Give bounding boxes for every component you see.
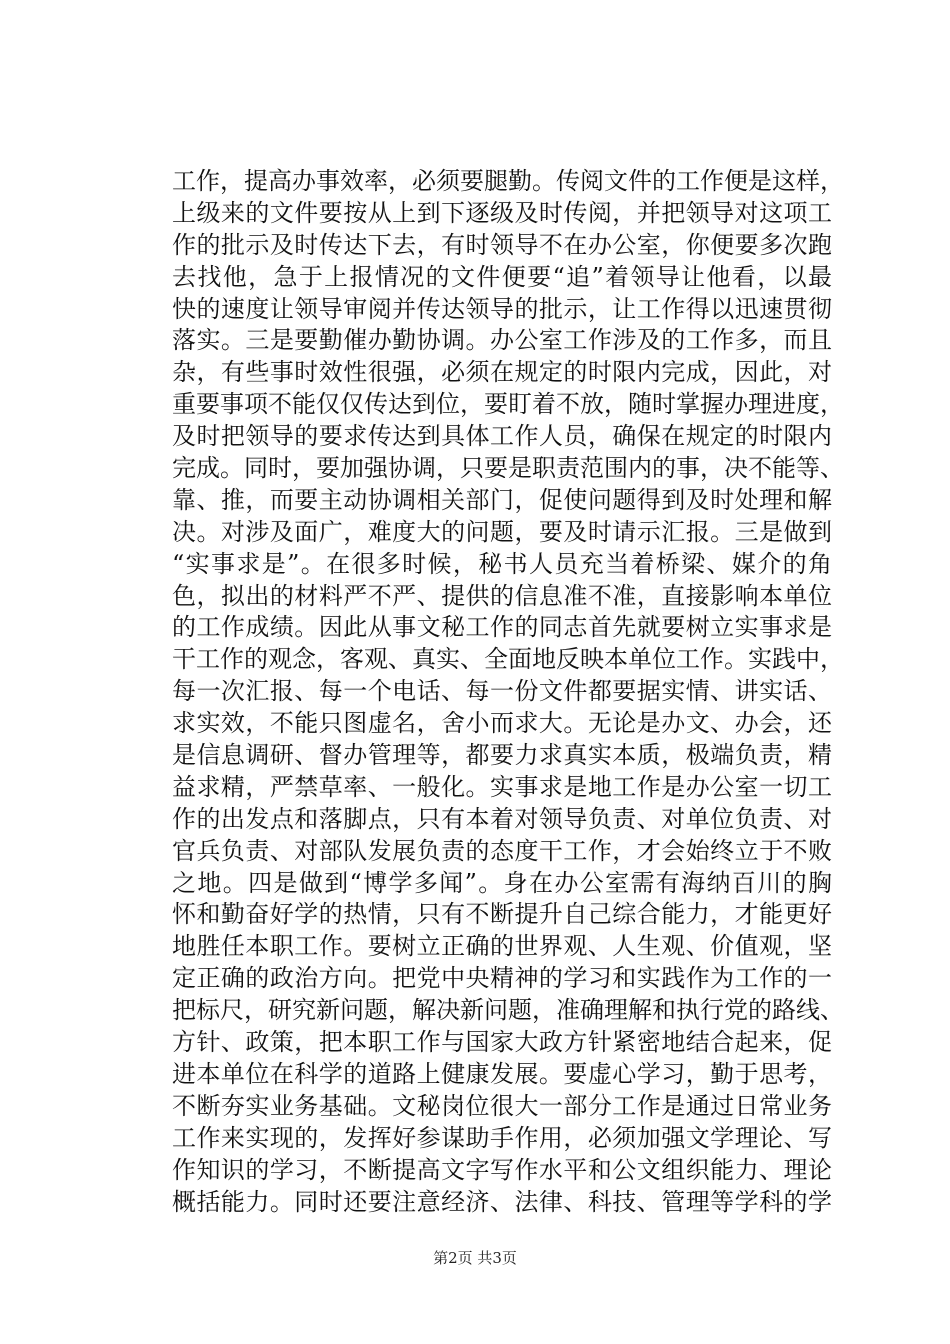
text-line: 工作来实现的，发挥好参谋助手作用，必须加强文学理论、写 <box>172 1123 832 1152</box>
text-line: 益求精，严禁草率、一般化。实事求是地工作是办公室一切工 <box>172 772 832 801</box>
text-line: 上级来的文件要按从上到下逐级及时传阅，并把领导对这项工 <box>172 198 832 227</box>
text-line: 干工作的观念，客观、真实、全面地反映本单位工作。实践中， <box>172 645 844 674</box>
text-line: 快的速度让领导审阅并传达领导的批示，让工作得以迅速贯彻 <box>172 294 832 323</box>
text-line: 定正确的政治方向。把党中央精神的学习和实践作为工作的一 <box>172 964 832 993</box>
text-line: 官兵负责、对部队发展负责的态度干工作，才会始终立于不败 <box>172 836 832 865</box>
text-line: 求实效，不能只图虚名，舍小而求大。无论是办文、办会，还 <box>172 709 832 738</box>
text-line: “实事求是”。在很多时候，秘书人员充当着桥梁、媒介的角 <box>172 549 832 578</box>
text-line: 作知识的学习，不断提高文字写作水平和公文组织能力、理论 <box>172 1155 832 1184</box>
text-line: 完成。同时，要加强协调，只要是职责范围内的事，决不能等、 <box>172 454 844 483</box>
text-line: 把标尺，研究新问题，解决新问题，准确理解和执行党的路线、 <box>172 996 844 1025</box>
body-text <box>172 166 844 1218</box>
text-line: 色，拟出的材料严不严、提供的信息准不准，直接影响本单位 <box>172 581 832 610</box>
text-line: 重要事项不能仅仅传达到位，要盯着不放，随时掌握办理进度， <box>172 390 844 419</box>
text-line: 不断夯实业务基础。文秘岗位很大一部分工作是通过日常业务 <box>172 1091 832 1120</box>
text-line: 靠、推，而要主动协调相关部门，促使问题得到及时处理和解 <box>172 485 832 514</box>
text-line: 杂，有些事时效性很强，必须在规定的时限内完成，因此，对 <box>172 358 832 387</box>
text-line: 地胜任本职工作。要树立正确的世界观、人生观、价值观，坚 <box>172 932 832 961</box>
text-line: 落实。三是要勤催办勤协调。办公室工作涉及的工作多，而且 <box>172 326 832 355</box>
text-line: 的工作成绩。因此从事文秘工作的同志首先就要树立实事求是 <box>172 613 832 642</box>
text-line: 方针、政策，把本职工作与国家大政方针紧密地结合起来，促 <box>172 1028 832 1057</box>
text-line: 每一次汇报、每一个电话、每一份文件都要据实情、讲实话、 <box>172 677 832 706</box>
text-line: 概括能力。同时还要注意经济、法律、科技、管理等学科的学 <box>172 1187 832 1216</box>
text-line: 及时把领导的要求传达到具体工作人员，确保在规定的时限内 <box>172 422 832 451</box>
text-line: 工作，提高办事效率，必须要腿勤。传阅文件的工作便是这样， <box>172 167 844 195</box>
page-footer: 第2页 共3页 <box>433 1249 517 1267</box>
text-line: 决。对涉及面广，难度大的问题，要及时请示汇报。三是做到 <box>172 517 832 546</box>
text-line: 之地。四是做到“博学多闻”。身在办公室需有海纳百川的胸 <box>172 868 832 897</box>
text-line: 怀和勤奋好学的热情，只有不断提升自己综合能力，才能更好 <box>172 900 832 929</box>
text-line: 去找他，急于上报情况的文件便要“追”着领导让他看，以最 <box>172 262 832 291</box>
text-line: 作的出发点和落脚点，只有本着对领导负责、对单位负责、对 <box>172 804 832 833</box>
text-line: 是信息调研、督办管理等，都要力求真实本质，极端负责，精 <box>172 741 832 770</box>
text-line: 作的批示及时传达下去，有时领导不在办公室，你便要多次跑 <box>172 230 832 259</box>
text-line: 进本单位在科学的道路上健康发展。要虚心学习，勤于思考， <box>172 1059 832 1088</box>
